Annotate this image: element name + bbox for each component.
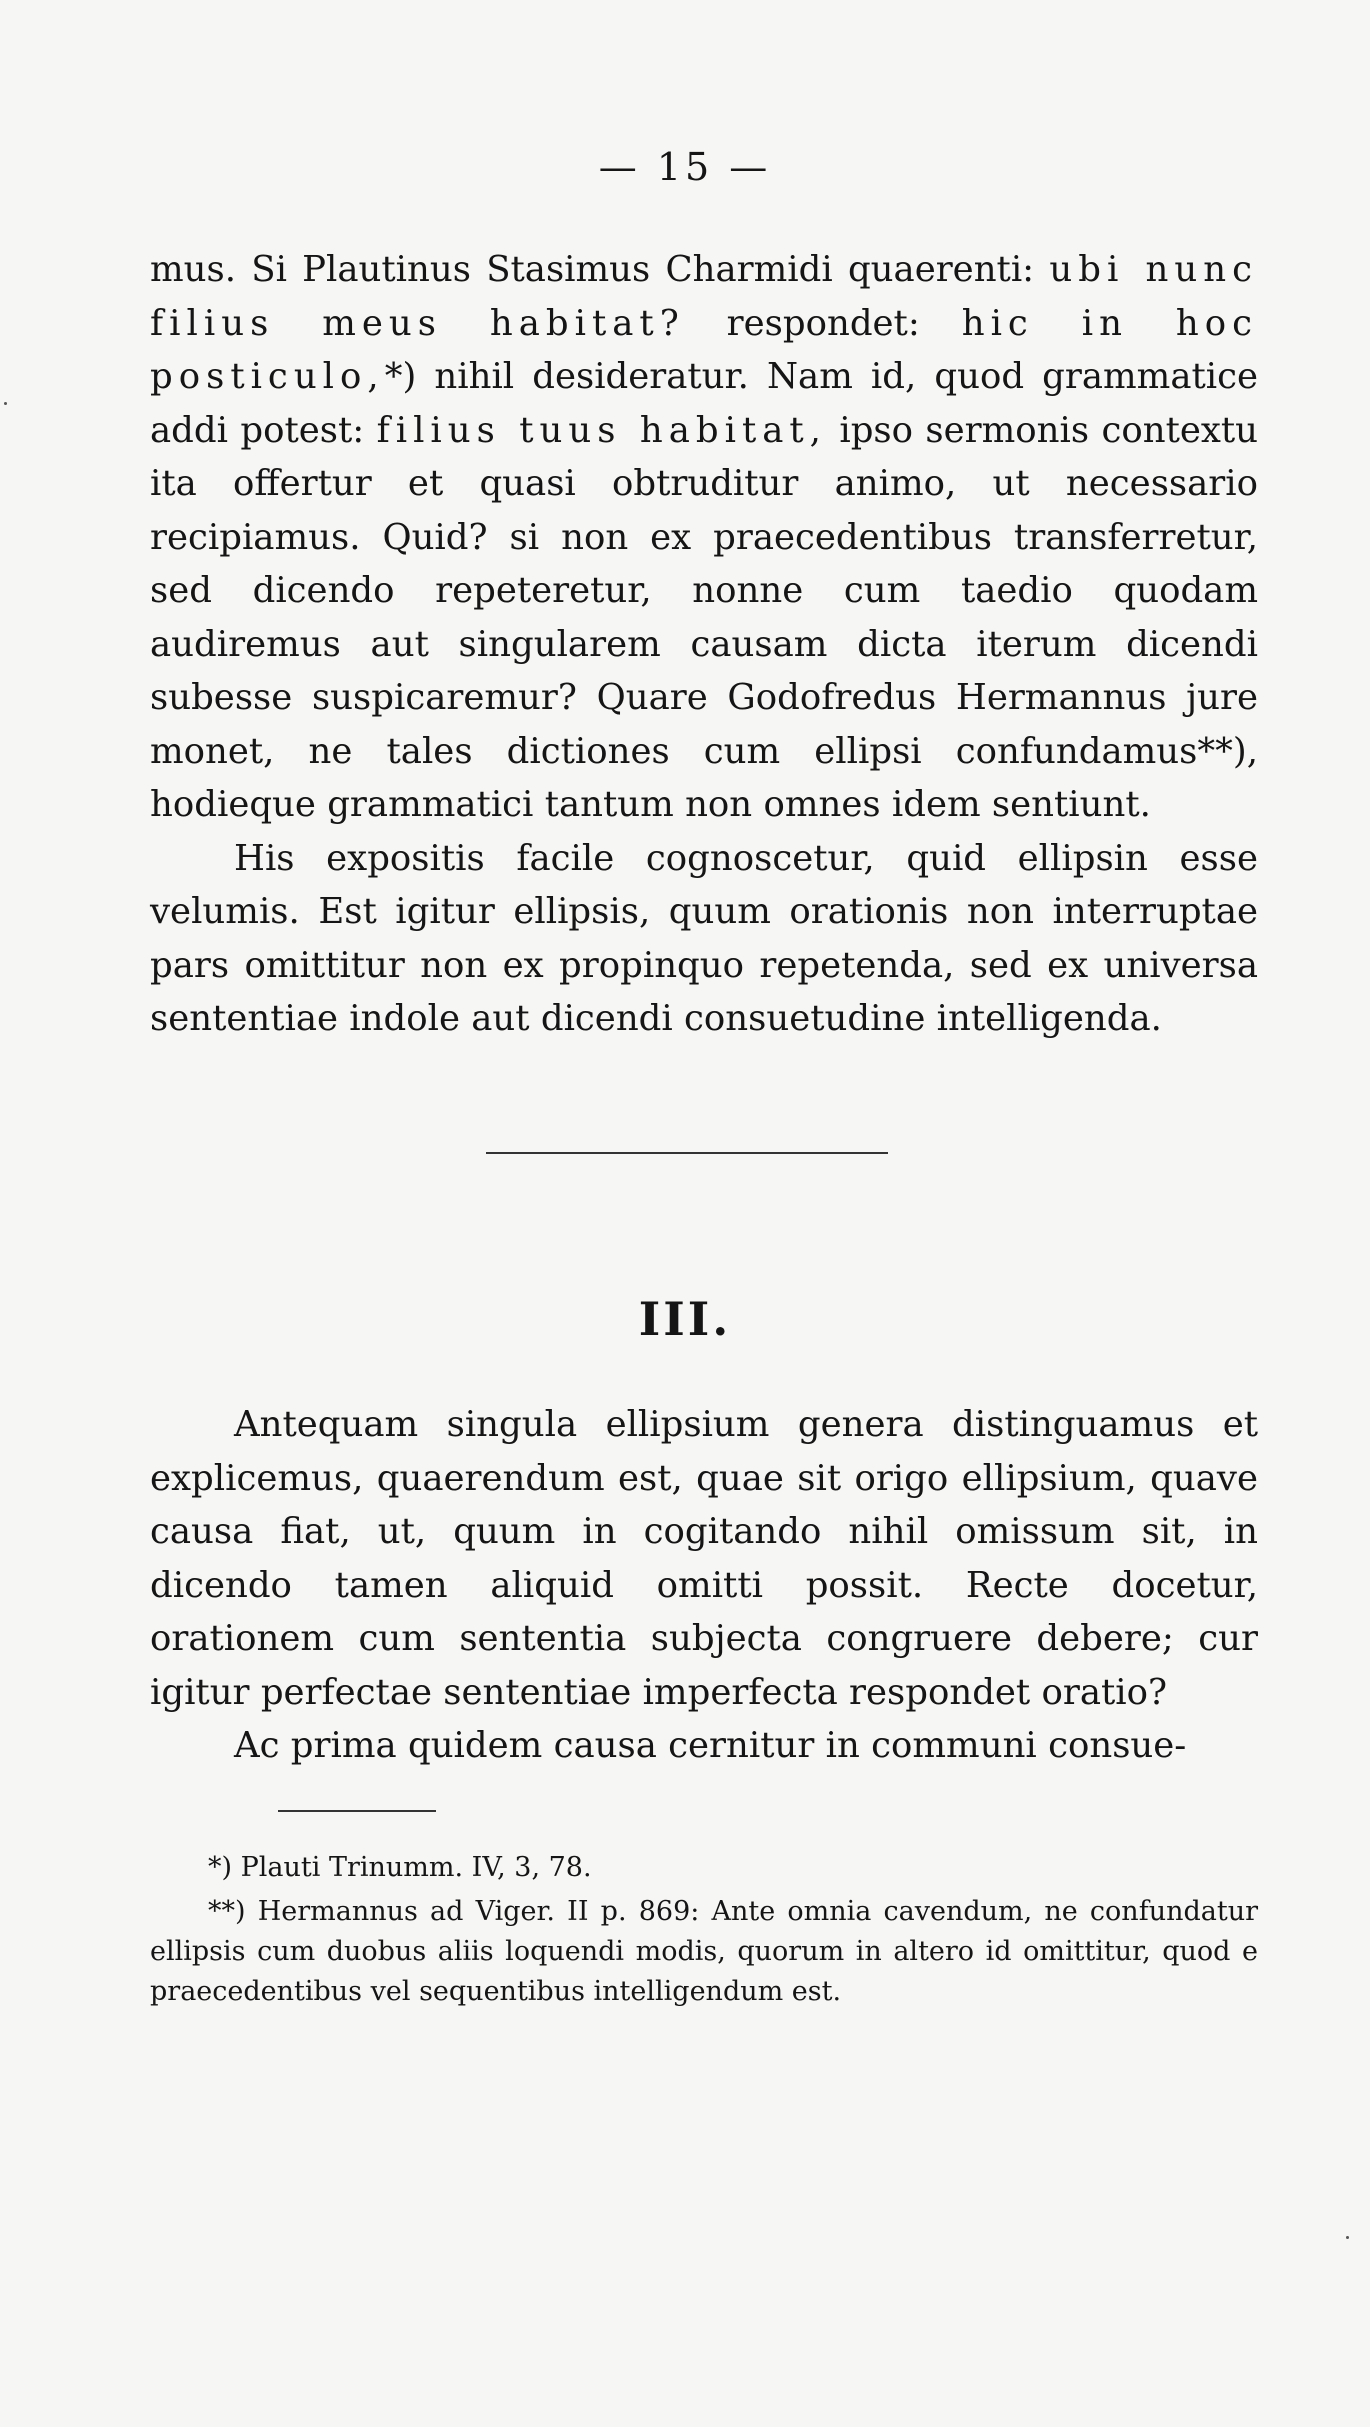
text-run: mus. Si Plautinus Stasimus Charmidi quaerenti: [150,249,1050,290]
paragraph-1 [150,243,1258,832]
footnote-2: **) Hermannus ad Viger. II p. 869: Ante omnia cavendum, ne confundatur ellipsis cum duobus aliis loquendi modis, quorum in altero id omittitur, quod e praecedentibus vel sequentibus intelligendum est. [150,1896,1258,2007]
paper-speck [1346,2236,1349,2239]
footnotes [150,1848,1258,2016]
text-run: respondet: [684,302,962,344]
paper-speck [4,402,7,405]
text-run: *) nihil desideratur. Nam id, quod grammatice addi potest: [150,356,1258,451]
spaced-quote: ubi nunc filius meus habitat? [150,249,1258,344]
spaced-quote: filius tuus habitat, [376,409,827,451]
paragraph-4: Ac prima quidem causa cernitur in communi consue- [234,1725,1187,1766]
footnote-1: *) Plauti Trinumm. IV, 3, 78. [208,1852,592,1883]
text-block-top [150,243,1258,1046]
text-block-bottom [150,1398,1258,1773]
section-divider [486,1152,888,1154]
paragraph-2: His expositis facile cognoscetur, quid ellipsin esse velumis. Est igitur ellipsis, quum orationis non interruptae pars omittitur non ex propinquo repetenda, sed ex universa sententiae indole aut dicendi consuetudine intelligenda. [150,837,1258,1039]
text-run: ipso sermonis contextu ita offertur et quasi obtruditur animo, ut necessario recipiamus. Quid? si non ex praecedentibus transferretur, sed dicendo repeteretur, nonne cum taedio quodam audiremus aut singularem causam dicta iterum dicendi subesse suspicaremur? Quare Godofredus Hermannus jure monet, ne tales dictiones cum ellipsi confundamus**), hodieque grammatici tantum non omnes idem sentiunt. [150,409,1259,825]
page-number: — 15 — [598,145,772,189]
paragraph-3: Antequam singula ellipsium genera distinguamus et explicemus, quaerendum est, quae sit origo ellipsium, quave causa fiat, ut, quum in cogitando nihil omissum sit, in dicendo tamen aliquid omitti possit. Recte docetur, orationem cum sententia subjecta congruere debere; cur igitur perfectae sententiae imperfecta respondet oratio? [150,1404,1258,1713]
footnote-divider [278,1810,436,1812]
spaced-quote: hic in hoc posticulo, [150,302,1258,397]
section-heading: III. [638,1292,732,1346]
